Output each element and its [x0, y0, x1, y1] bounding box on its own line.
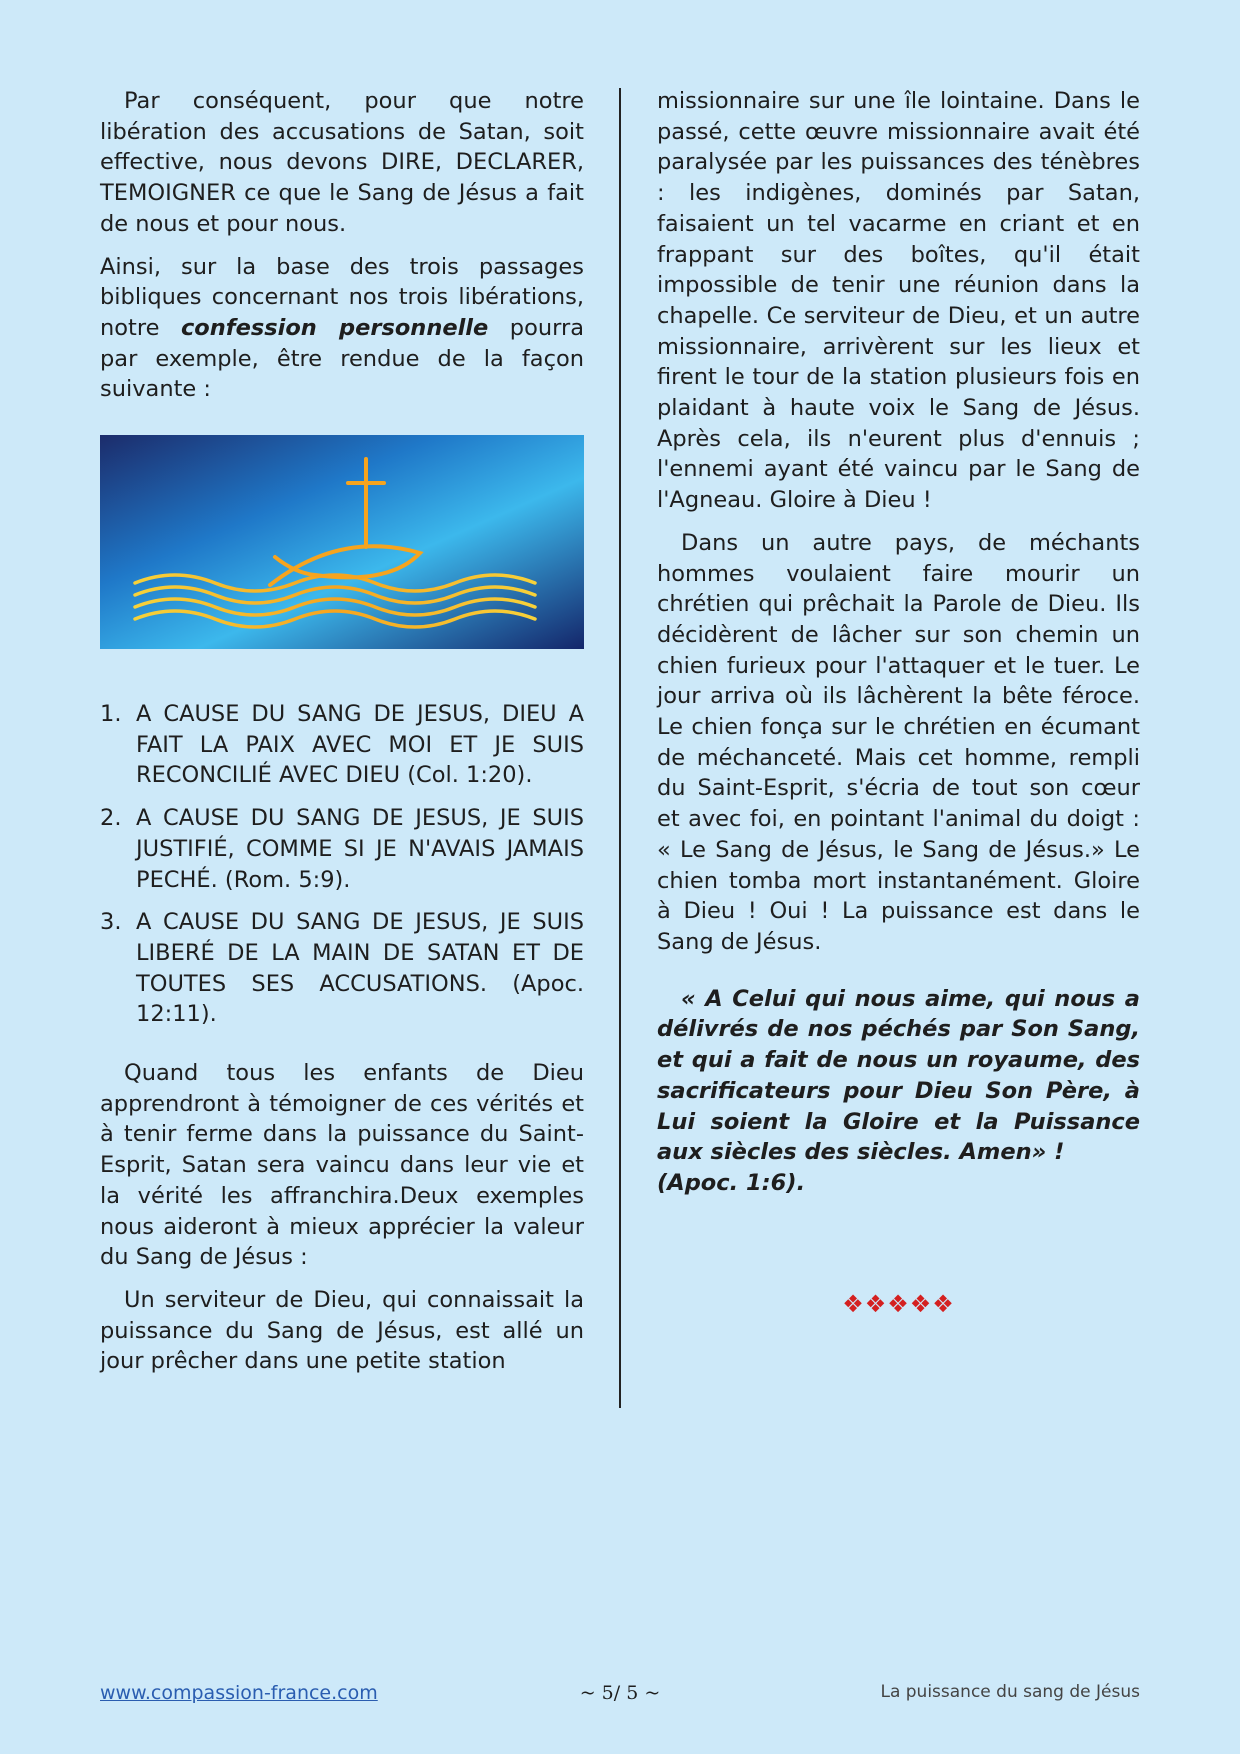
scripture-reference: (Apoc. 1:6).: [657, 1169, 806, 1196]
paragraph-dog-story: Dans un autre pays, de méchants hommes voulaient faire mourir un chrétien qui prêchait la Parole de Dieu. Ils décidèrent de lâcher sur son chemin un chien furieux pour l'attaquer et le tuer. Le jour arriva où ils lâchèrent la bête féroce. Le chien fonça sur le chrétien en écumant de méchanceté. Mais cet homme, rempli du Saint-Esprit, s'écria de tout son cœur et avec foi, en pointant l'animal du doigt : « Le Sang de Jésus, le Sang de Jésus.» Le chien tomba mort instantanément. Gloire à Dieu ! Oui ! La puissance est dans le Sang de Jésus.: [657, 529, 1140, 955]
paragraph-mission-island: missionnaire sur une île lointaine. Dans le passé, cette œuvre missionnaire avait été paralysée par les puissances des ténèbres : les indigènes, dominés par Satan, faisaient un tel vacarme en criant et en frappant sur des boîtes, qu'il était impossible de tenir une réunion dans la chapelle. Ce serviteur de Dieu, et un autre missionnaire, arrivèrent sur les lieux et firent le tour de la station plusieurs fois en plaidant à haute voix le Sang de Jésus. Après cela, ils n'eurent plus d'ennuis ; l'ennemi ayant été vaincu par le Sang de l'Agneau. Gloire à Dieu !: [657, 88, 1140, 514]
list-item: 2. A CAUSE DU SANG DE JESUS, JE SUIS JUSTIFIÉ, COMME SI JE N'AVAIS JAMAIS PECHÉ. (Rom. 5:9).: [100, 805, 584, 893]
ornament-divider: ❖❖❖❖❖: [842, 1289, 955, 1318]
scripture-quote: « A Celui qui nous aime, qui nous a délivrés de nos péchés par Son Sang, et qui a fait de nous un royaume, des sacrificateurs pour Dieu Son Père, à Lui soient la Gloire et la Puissance aux siècles des siècles. Amen» ! (Apoc. 1:6).: [657, 984, 1140, 1199]
list-item: 1. A CAUSE DU SANG DE JESUS, DIEU A FAIT LA PAIX AVEC MOI ET JE SUIS RECONCILIÉ AVEC DIEU (Col. 1:20).: [100, 701, 584, 789]
website-link[interactable]: www.compassion-france.com: [100, 1682, 378, 1704]
confession-emphasis: confession personnelle: [180, 314, 489, 341]
right-column: [657, 86, 1140, 1319]
paragraph-testimony: Quand tous les enfants de Dieu apprendront à témoigner de ces vérités et à tenir ferme dans la puissance du Saint-Esprit, Satan sera vaincu dans leur vie et la vérité les affranchira.Deux exemples nous aideront à mieux apprécier la valeur du Sang de Jésus :: [100, 1060, 584, 1271]
paragraph-confession-intro: Ainsi, sur la base des trois passages bibliques concernant nos trois libérations, notre confession personnelle pourra par exemple, être rendue de la façon suivante :: [100, 253, 585, 403]
confession-list: [100, 699, 584, 1030]
list-item: 3. A CAUSE DU SANG DE JESUS, JE SUIS LIBERÉ DE LA MAIN DE SATAN ET DE TOUTES SES ACCUSATIONS. (Apoc. 12:11).: [100, 909, 584, 1028]
document-title: La puissance du sang de Jésus: [880, 1682, 1140, 1702]
left-column: [100, 86, 584, 1389]
page-footer: [100, 1682, 1140, 1712]
cross-fish-waves-image: [100, 435, 584, 649]
page-number: ~ 5/ 5 ~: [579, 1682, 661, 1704]
paragraph-servant-story: Un serviteur de Dieu, qui connaissait la puissance du Sang de Jésus, est allé un jour prêcher dans une petite station: [100, 1286, 584, 1375]
column-divider: [619, 88, 621, 1408]
paragraph-liberation: Par conséquent, pour que notre libération des accusations de Satan, soit effective, nous devons DIRE, DECLARER, TEMOIGNER ce que le Sang de Jésus a fait de nous et pour nous.: [100, 88, 584, 237]
